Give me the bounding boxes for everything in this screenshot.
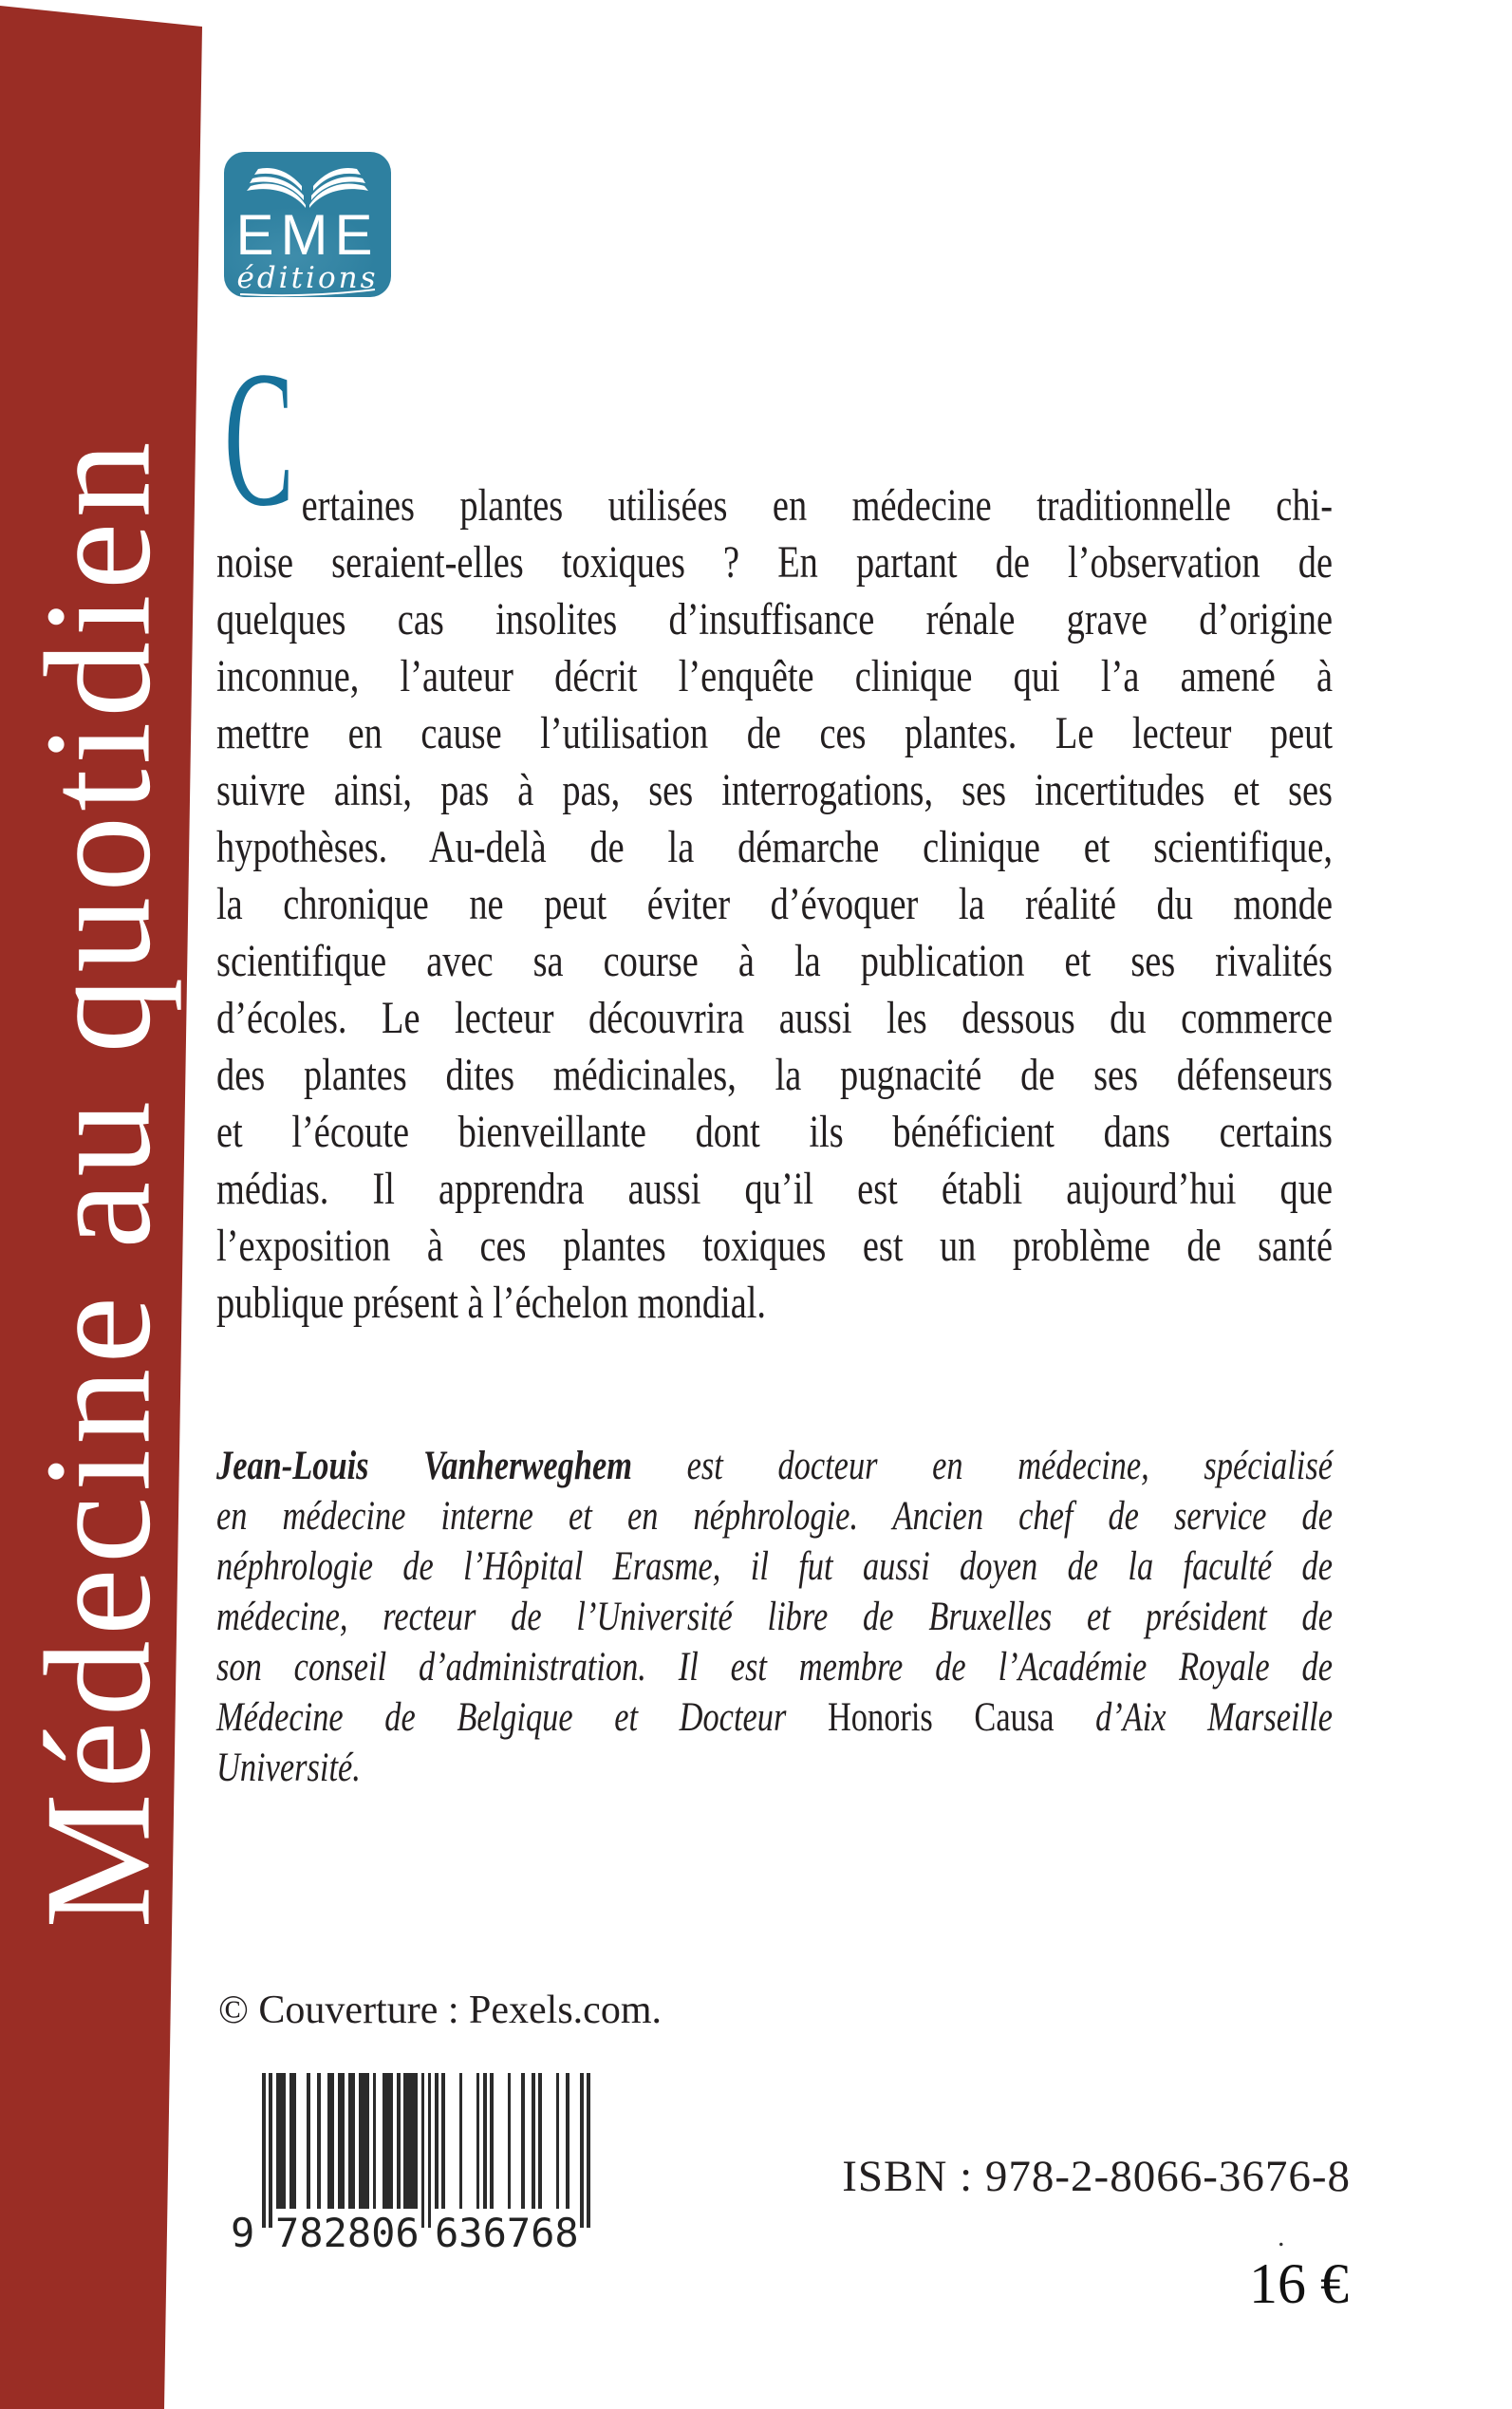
price-text: 16 € (1249, 2252, 1349, 2315)
barcode-digit-first: 9 (231, 2210, 255, 2256)
bio-line (216, 1441, 1333, 1491)
bio-segment: néphrologie de l’Hôpital Erasme, il fut aussi doyen de la faculté de (216, 1544, 1333, 1589)
spine-title: Médecine au quotidien (13, 437, 183, 1929)
bio-line (216, 1692, 1333, 1743)
bio-line (216, 1743, 1333, 1793)
cover-credit: © Couverture : Pexels.com. (218, 1989, 662, 2032)
blurb-line: hypothèses. Au-delà de la démarche clinique et scientifique, (216, 822, 1333, 872)
bio-segment: Honoris Causa (827, 1695, 1055, 1740)
barcode-bar (580, 2073, 584, 2228)
publisher-subtitle: éditions (236, 261, 379, 295)
bio-line (216, 1592, 1333, 1642)
blurb-line: quelques cas insolites d’insuffisance rénale grave d’origine (216, 594, 1333, 644)
barcode-bar (476, 2073, 480, 2209)
blurb-line: et l’écoute bienveillante dont ils bénéficient dans certains (216, 1107, 1333, 1157)
drop-cap: C (224, 331, 294, 547)
barcode (231, 2073, 606, 2255)
blurb-line: la chronique ne peut éviter d’évoquer la réalité du monde (216, 879, 1333, 929)
bio-segment: Médecine de Belgique et Docteur (216, 1695, 828, 1740)
barcode-bar (373, 2073, 377, 2209)
barcode-bar (532, 2073, 535, 2209)
barcode-bar (587, 2073, 590, 2228)
barcode-bar (397, 2073, 401, 2209)
isbn-text: ISBN : 978-2-8066-3676-8 (842, 2152, 1351, 2201)
barcode-bar (348, 2073, 355, 2209)
blurb-line: inconnue, l’auteur décrit l’enquête clinique qui l’a amené à (216, 651, 1333, 701)
blurb-line: suivre ainsi, pas à pas, ses interrogations, ses incertitudes et ses (216, 765, 1333, 815)
barcode-bar (359, 2073, 369, 2209)
blurb-line: ertaines plantes utilisées en médecine traditionnelle chi- (301, 480, 1334, 531)
barcode-digits-right: 636768 (435, 2210, 579, 2256)
barcode-bar (262, 2073, 266, 2228)
blurb-line: scientifique avec sa course à la publication et ses rivalités (216, 936, 1333, 986)
barcode-bar (556, 2073, 560, 2209)
barcode-bar (538, 2073, 542, 2209)
publisher-name: EME (235, 203, 380, 267)
barcode-bar (383, 2073, 393, 2209)
barcode-bar (566, 2073, 569, 2209)
bio-line (216, 1541, 1333, 1592)
blurb-line: publique présent à l’échelon mondial. (216, 1278, 767, 1328)
blurb-line: mettre en cause l’utilisation de ces plantes. Le lecteur peut (216, 708, 1333, 758)
barcode-bar (459, 2073, 463, 2209)
publisher-logo (224, 152, 391, 297)
barcode-bar (508, 2073, 512, 2209)
bio-segment: son conseil d’administration. Il est membre de l’Académie Royale de (216, 1645, 1333, 1690)
barcode-bar (435, 2073, 439, 2209)
bio-segment: médecine, recteur de l’Université libre de Bruxelles et président de (216, 1595, 1333, 1639)
barcode-bar (289, 2073, 296, 2209)
barcode-bar (276, 2073, 287, 2209)
barcode-bar (338, 2073, 345, 2209)
blurb-line: d’écoles. Le lecteur découvrira aussi les dessous du commerce (216, 993, 1333, 1043)
bio-segment: d’Aix Marseille (1054, 1695, 1334, 1740)
blurb-line: médias. Il apprendra aussi qu’il est établi aujourd’hui que (216, 1164, 1333, 1214)
stray-dot: . (1278, 2221, 1285, 2252)
barcode-bar (483, 2073, 487, 2209)
blurb-line: l’exposition à ces plantes toxiques est un problème de santé (216, 1221, 1333, 1271)
barcode-bar (441, 2073, 445, 2209)
barcode-bar (421, 2073, 425, 2228)
author-bio (216, 1441, 1333, 1793)
barcode-bar (269, 2073, 272, 2228)
bio-segment: Université. (216, 1746, 361, 1790)
blurb-line: noise seraient-elles toxiques ? En partant de l’observation de (216, 537, 1333, 588)
bio-segment: est docteur en médecine, spécialisé (632, 1444, 1334, 1488)
blurb-paragraph (216, 477, 1333, 1332)
bio-segment: Jean-Louis Vanherweghem (216, 1444, 632, 1488)
spine-title-box (13, 396, 183, 1970)
barcode-bar (521, 2073, 525, 2209)
barcode-bar (490, 2073, 494, 2209)
bio-line (216, 1642, 1333, 1692)
bio-line (216, 1491, 1333, 1541)
bio-segment: en médecine interne et en néphrologie. Ancien chef de service de (216, 1494, 1333, 1539)
barcode-bar (317, 2073, 321, 2209)
barcode-bar (307, 2073, 310, 2209)
barcode-bar (403, 2073, 418, 2209)
barcode-bar (327, 2073, 334, 2209)
barcode-digits-left: 782806 (275, 2210, 420, 2256)
barcode-bar (428, 2073, 432, 2228)
blurb-line: des plantes dites médicinales, la pugnacité de ses défenseurs (216, 1050, 1333, 1100)
